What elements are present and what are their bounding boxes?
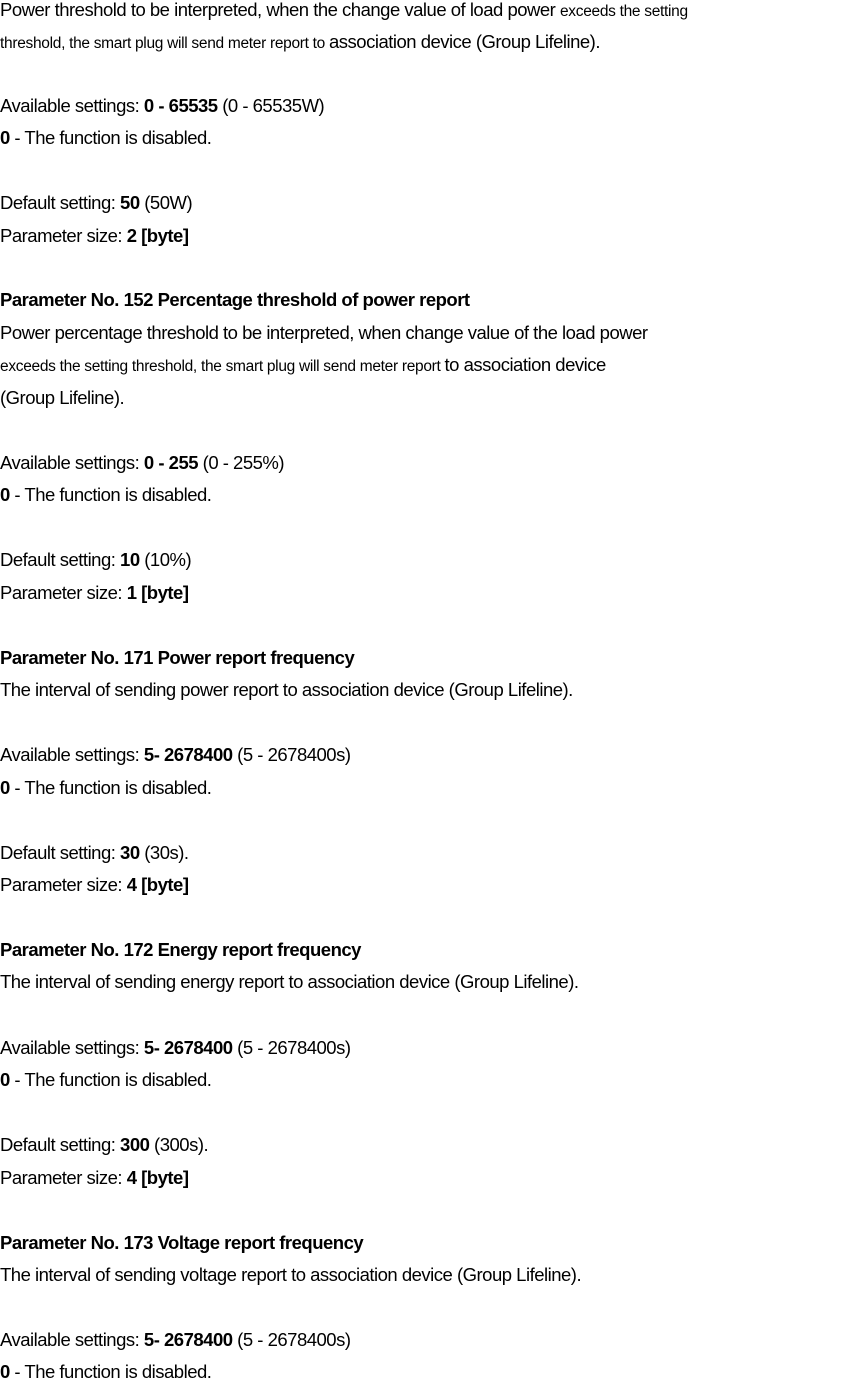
intro-text: Power threshold to be interpreted, when the change value of load power (0, 0, 560, 20)
value: 4 [byte] (126, 1167, 189, 1188)
value: 5- 2678400 (143, 1329, 233, 1350)
section-heading: Parameter No. 152 Percentage threshold of power report (0, 289, 470, 310)
range: (0 - 255%) (198, 452, 285, 473)
text: The interval of sending power report to association device (Group Lifeline). (0, 679, 573, 700)
intro-text-small: exceeds the setting (559, 3, 688, 20)
p151-available-settings (0, 94, 324, 118)
text: The interval of sending energy report to association device (Group Lifeline). (0, 971, 579, 992)
p171-desc-line-1 (0, 678, 573, 702)
p173-disabled-note (0, 1360, 211, 1384)
text: - The function is disabled. (9, 484, 212, 505)
note: (300s). (149, 1134, 209, 1155)
value: 300 (120, 1134, 150, 1155)
text: Power percentage threshold to be interpreted, when change value of the load power (0, 322, 648, 343)
value: 0 (0, 1069, 10, 1090)
p172-parameter-size (0, 1166, 188, 1190)
p171-default-setting (0, 841, 189, 865)
text: (Group Lifeline). (0, 387, 125, 408)
label: Parameter size: (0, 582, 127, 603)
p172-available-settings (0, 1036, 351, 1060)
p152-available-settings (0, 451, 284, 475)
range: (5 - 2678400s) (232, 1329, 351, 1350)
section-heading: Parameter No. 171 Power report frequency (0, 647, 355, 668)
value: 0 (0, 1361, 10, 1382)
value: 0 - 255 (143, 452, 199, 473)
text: The interval of sending voltage report to association device (Group Lifeline). (0, 1264, 582, 1285)
value: 4 [byte] (126, 874, 189, 895)
label: Parameter size: (0, 225, 127, 246)
value: 2 [byte] (126, 225, 189, 246)
text: - The function is disabled. (9, 127, 212, 148)
p151-default-setting (0, 191, 192, 215)
label: Default setting: (0, 1134, 121, 1155)
p152-default-setting (0, 548, 191, 572)
value: 5- 2678400 (143, 744, 233, 765)
label: Default setting: (0, 192, 121, 213)
note: (50W) (139, 192, 193, 213)
p151-parameter-size (0, 224, 188, 248)
value: 0 - 65535 (143, 95, 218, 116)
value: 1 [byte] (126, 582, 189, 603)
value: 5- 2678400 (143, 1037, 233, 1058)
p151-disabled-note (0, 126, 211, 150)
intro-text-small: threshold, the smart plug will send meter report to (0, 35, 330, 52)
label: Available settings: (0, 1329, 144, 1350)
value: 0 (0, 484, 10, 505)
p152-desc-line-2 (0, 353, 606, 379)
p173-available-settings (0, 1328, 351, 1352)
p173-desc-line-1 (0, 1263, 581, 1287)
p173-title (0, 1231, 363, 1255)
value: 0 (0, 127, 10, 148)
range: (5 - 2678400s) (232, 744, 351, 765)
p152-title (0, 288, 470, 312)
label: Available settings: (0, 744, 144, 765)
label: Parameter size: (0, 874, 127, 895)
note: (10%) (139, 549, 192, 570)
p171-parameter-size (0, 873, 188, 897)
p152-desc-line-3 (0, 386, 124, 410)
text: - The function is disabled. (9, 1361, 212, 1382)
text-small: exceeds the setting threshold, the smart plug will send meter report (0, 358, 445, 375)
value: 10 (120, 549, 140, 570)
label: Default setting: (0, 549, 121, 570)
p171-available-settings (0, 743, 351, 767)
p172-title (0, 938, 361, 962)
value: 30 (120, 842, 140, 863)
label: Available settings: (0, 95, 144, 116)
p171-disabled-note (0, 776, 211, 800)
label: Available settings: (0, 1037, 144, 1058)
label: Default setting: (0, 842, 121, 863)
range: (5 - 2678400s) (232, 1037, 351, 1058)
range: (0 - 65535W) (217, 95, 325, 116)
value: 0 (0, 777, 10, 798)
text: - The function is disabled. (9, 777, 212, 798)
p152-parameter-size (0, 581, 188, 605)
label: Parameter size: (0, 1167, 127, 1188)
p152-desc-line-1 (0, 321, 648, 345)
intro-line-2 (0, 30, 600, 56)
intro-text: association device (Group Lifeline). (329, 31, 600, 52)
text: - The function is disabled. (9, 1069, 212, 1090)
p172-disabled-note (0, 1068, 211, 1092)
section-heading: Parameter No. 173 Voltage report frequency (0, 1232, 364, 1253)
p152-disabled-note (0, 483, 211, 507)
p172-default-setting (0, 1133, 208, 1157)
value: 50 (120, 192, 140, 213)
p172-desc-line-1 (0, 970, 579, 994)
note: (30s). (139, 842, 189, 863)
label: Available settings: (0, 452, 144, 473)
intro-line-1 (0, 0, 688, 24)
text: to association device (444, 354, 606, 375)
p171-title (0, 646, 354, 670)
section-heading: Parameter No. 172 Energy report frequency (0, 939, 361, 960)
